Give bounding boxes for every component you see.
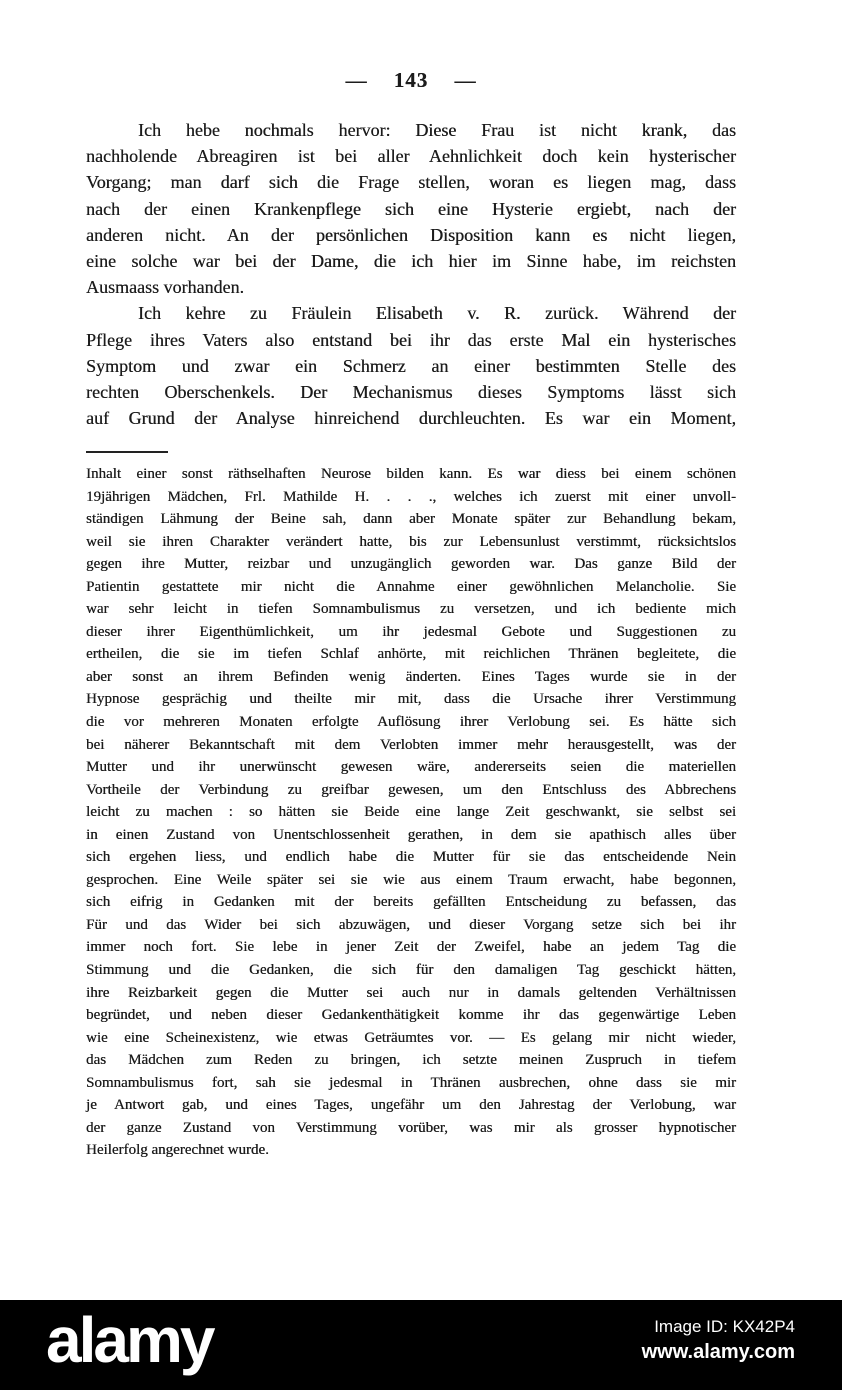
text-line: bei näherer Bekanntschaft mit dem Verlobten immer mehr herausgestellt, was der [86,736,736,753]
text-line: Inhalt einer sonst räthselhaften Neurose bilden kann. Es war diess bei einem schönen [86,466,736,482]
page-number-header: — 143 — [345,68,477,92]
watermark-meta [642,1315,795,1366]
image-id-text: Image ID: KX42P4 [654,1317,795,1336]
text-line: ihre Reizbarkeit gegen die Mutter sei auch nur in damals geltenden Verhältnissen [86,984,736,1001]
footnote-separator-rule [86,451,168,453]
text-line: nachholende Abreagiren ist bei aller Aehnlichkeit doch kein hysterischer [86,146,736,167]
text-line: anderen nicht. An der persönlichen Disposition kann es nicht liegen, [86,224,736,245]
paragraph-2 [86,300,736,431]
text-line: Vorgang; man darf sich die Frage stellen, woran es liegen mag, dass [86,172,736,193]
text-line: in einen Zustand von Unentschlossenheit gerathen, in dem sie apathisch alles über [86,826,736,843]
text-line: weil sie ihren Charakter verändert hatte, bis zur Lebensunlust verstimmt, rücksichtslos [86,533,736,550]
text-line: der ganze Zustand von Verstimmung vorüber, was mir als grosser hypnotischer [86,1119,736,1136]
text-line: Vortheile der Verbindung zu greifbar gewesen, um den Entschluss des Abbrechens [86,781,736,798]
text-line: immer noch fort. Sie lebe in jener Zeit der Zweifel, habe an jedem Tag die [86,939,736,956]
alamy-url-text: www.alamy.com [641,1341,795,1363]
main-text [86,117,736,431]
text-line: Symptom und zwar ein Schmerz an einer bestimmten Stelle des [86,355,736,376]
text-line: wie eine Scheinexistenz, wie etwas Geträumtes vor. — Es gelang mir nicht wieder, [86,1029,736,1046]
text-line: Mutter und ihr unerwünscht gewesen wäre, andererseits seien die materiellen [86,759,736,776]
text-line: Pflege ihres Vaters also entstand bei ihr das erste Mal ein hysterisches [86,329,736,350]
text-line: das Mädchen zum Reden zu bringen, ich setzte meinen Zuspruch in tiefem [86,1052,736,1069]
alamy-watermark-bar [0,1300,842,1390]
text-line: auf Grund der Analyse hinreichend durchleuchten. Es war ein Moment, [86,408,736,429]
text-line: ertheilen, die sie im tiefen Schlaf anhörte, mit reichlichen Thränen begleitete, die [86,646,736,663]
text-line: Stimmung und die Gedanken, die sich für den damaligen Tag geschickt hätten, [86,962,736,979]
text-line: Somnambulismus fort, sah sie jedesmal in Thränen ausbrechen, ohne dass sie mir [86,1074,736,1091]
text-line: gesprochen. Eine Weile später sei sie wie aus einem Traum erwacht, habe begonnen, [86,871,736,888]
text-line: die vor mehreren Monaten erfolgte Auflösung ihrer Verlobung sei. Es hätte sich [86,714,736,731]
text-line: Patientin gestattete mir nicht die Annahme einer gewöhnlichen Melancholie. Sie [86,578,736,595]
text-line: war sehr leicht in tiefen Somnambulismus zu versetzen, und ich bediente mich [86,601,736,618]
text-line: dieser ihrer Eigenthümlichkeit, um ihr jedesmal Gebote und Suggestionen zu [86,623,736,640]
text-line: eine solche war bei der Dame, die ich hier im Sinne habe, im reichsten [86,251,736,272]
footnote-text [86,463,736,1162]
text-line: Für und das Wider bei sich abzuwägen, und dieser Vorgang setze sich bei ihr [86,916,736,933]
text-line: Ich hebe nochmals hervor: Diese Frau ist nicht krank, das [138,120,736,140]
text-line: aber sonst an ihrem Befinden wenig änderten. Eines Tages wurde sie in der [86,668,736,685]
text-line: begründet, und neben dieser Gedankenthätigkeit komme ihr das gegenwärtige Leben [86,1007,736,1024]
text-line: Hypnose gesprächig und theilte mir mit, dass die Ursache ihrer Verstimmung [86,691,736,708]
text-line: sich ergehen liess, und endlich habe die Mutter für sie das entscheidende Nein [86,849,736,866]
alamy-logo: alamy [46,1304,213,1376]
paragraph-1 [86,117,736,300]
text-line: je Antwort gab, und eines Tages, ungefähr um den Jahrestag der Verlobung, war [86,1097,736,1114]
text-line: Heilerfolg angerechnet wurde. [86,1142,269,1159]
text-line: nach der einen Krankenpflege sich eine Hysterie ergiebt, nach der [86,198,736,219]
text-line: Ich kehre zu Fräulein Elisabeth v. R. zurück. Während der [138,303,736,324]
text-line: sich eifrig in Gedanken mit der bereits gefällten Entscheidung zu befassen, das [86,894,736,911]
text-line: leicht zu machen : so hätten sie Beide eine lange Zeit geschwankt, sie selbst sei [86,804,736,821]
text-line: rechten Oberschenkels. Der Mechanismus dieses Symptoms lässt sich [86,382,736,403]
text-line: gegen ihre Mutter, reizbar und unzugänglich geworden war. Das ganze Bild der [86,556,736,573]
text-line: 19jährigen Mädchen, Frl. Mathilde H. . . ., welches ich zuerst mit einer unvoll- [86,488,736,505]
text-line: ständigen Lähmung der Beine sah, dann aber Monate später zur Behandlung bekam, [86,511,736,528]
text-line: Ausmaass vorhanden. [86,277,244,298]
